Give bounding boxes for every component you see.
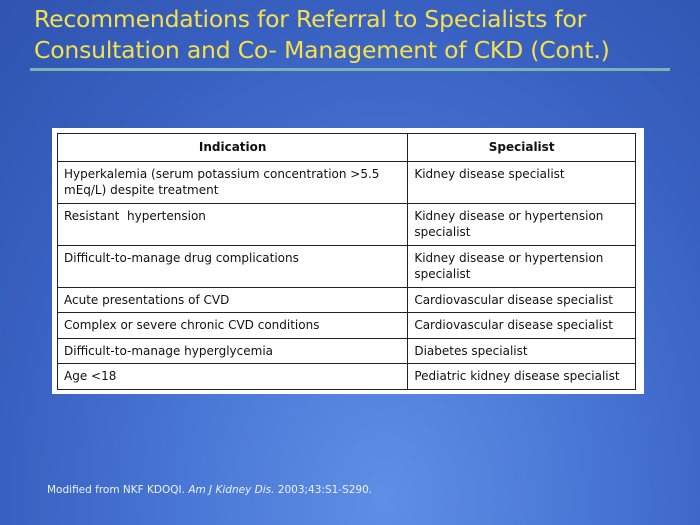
table-row [58, 313, 636, 339]
source-footnote [47, 484, 372, 496]
table-row [58, 161, 636, 203]
specialist-cell: Kidney disease or hypertension specialist [408, 245, 636, 287]
specialist-cell: Pediatric kidney disease specialist [408, 364, 636, 390]
specialist-cell: Cardiovascular disease specialist [408, 287, 636, 313]
indication-cell: Age <18 [58, 364, 408, 390]
slide-title [34, 4, 684, 66]
specialist-cell: Diabetes specialist [408, 338, 636, 364]
table-row [58, 364, 636, 390]
referral-table-panel [52, 128, 644, 394]
column-header-indication: Indication [58, 134, 408, 162]
title-divider [30, 68, 670, 71]
indication-cell: Hyperkalemia (serum potassium concentration >5.5 mEq/L) despite treatment [58, 161, 408, 203]
table-row [58, 338, 636, 364]
slide-title-line-2: Consultation and Co- Management of CKD (Cont.) [34, 36, 610, 64]
indication-cell: Resistant hypertension [58, 203, 408, 245]
specialist-cell: Kidney disease specialist [408, 161, 636, 203]
table-row [58, 203, 636, 245]
footnote-journal: Am J Kidney Dis. [188, 484, 275, 496]
column-header-specialist: Specialist [408, 134, 636, 162]
indication-cell: Difficult-to-manage hyperglycemia [58, 338, 408, 364]
specialist-cell: Cardiovascular disease specialist [408, 313, 636, 339]
footnote-prefix: Modified from NKF KDOQI. [47, 484, 189, 496]
indication-cell: Complex or severe chronic CVD conditions [58, 313, 408, 339]
indication-cell: Difficult-to-manage drug complications [58, 245, 408, 287]
table-row [58, 287, 636, 313]
referral-table [57, 133, 636, 390]
footnote-citation: 2003;43:S1-S290. [274, 484, 373, 496]
table-header-row [58, 134, 636, 162]
slide-title-line-1: Recommendations for Referral to Specialists for [34, 5, 587, 33]
table-row [58, 245, 636, 287]
indication-cell: Acute presentations of CVD [58, 287, 408, 313]
specialist-cell: Kidney disease or hypertension specialist [408, 203, 636, 245]
